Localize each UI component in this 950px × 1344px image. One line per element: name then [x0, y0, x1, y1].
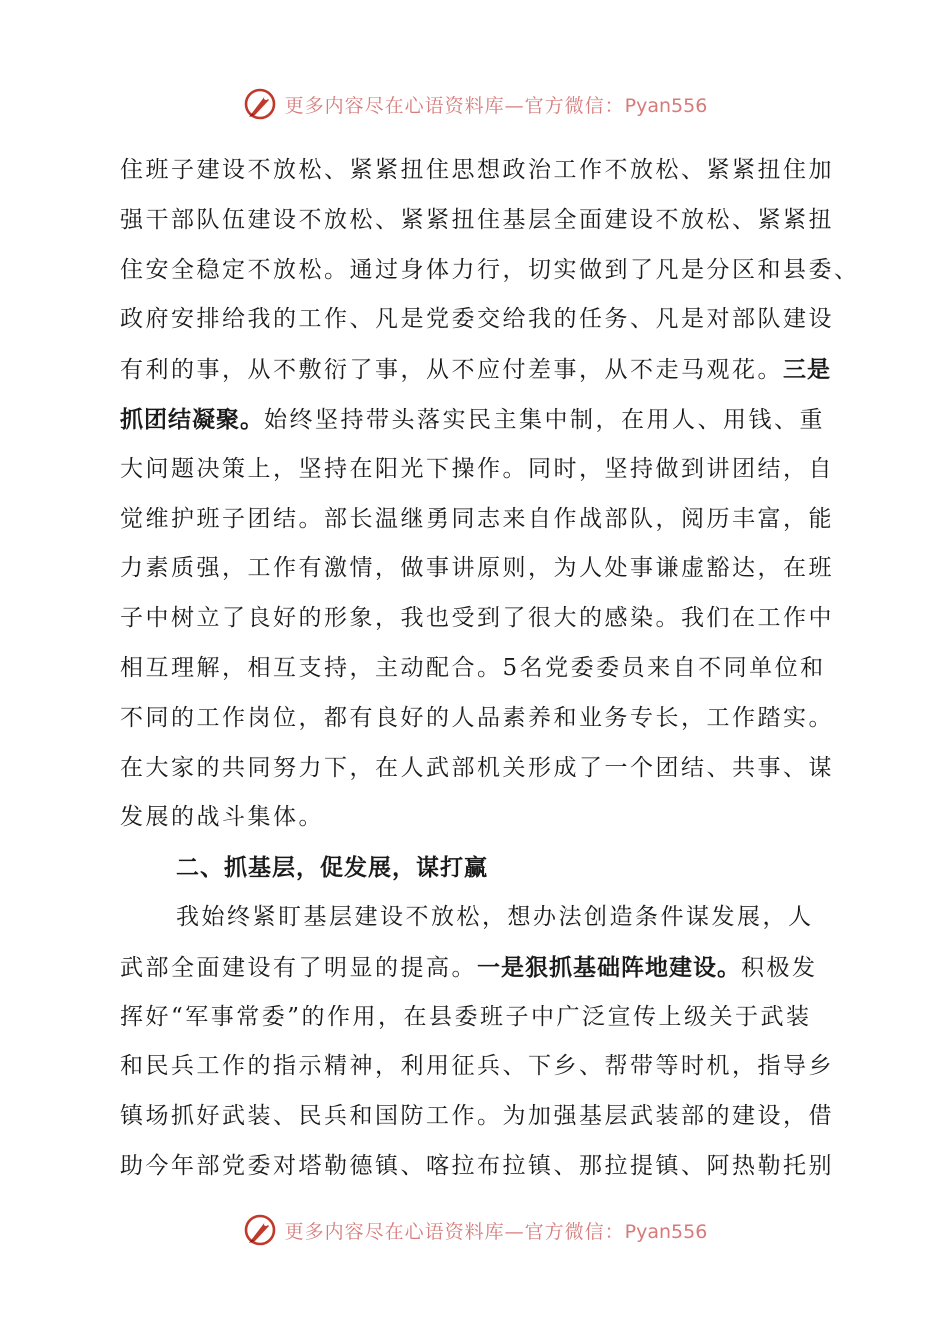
text-line — [120, 246, 860, 296]
text-segment: 二、抓基层，促发展，谋打赢 — [176, 854, 488, 882]
text-line — [120, 793, 834, 843]
text-segment: 不同的工作岗位，都有良好的人品素养和业务专长，工作踏实。 — [120, 704, 834, 731]
text-segment: 相互理解，相互支持，主动配合。5名党委委员来自不同单位和 — [120, 654, 826, 681]
text-line — [120, 495, 834, 545]
text-segment: 挥好“军事常委”的作用，在县委班子中广泛宣传上级关于武装 — [120, 1003, 812, 1030]
text-segment: 我始终紧盯基层建设不放松，想办法创造条件谋发展，人 — [176, 903, 814, 930]
text-line — [120, 1142, 834, 1192]
text-line — [120, 196, 834, 246]
text-line — [120, 1092, 834, 1142]
text-line — [120, 694, 834, 744]
text-segment: 武部全面建设有了明显的提高。 — [120, 954, 477, 981]
text-segment: 住安全稳定不放松。通过身体力行，切实做到了凡是分区和县委、 — [120, 256, 860, 283]
text-segment: 始终坚持带头落实民主集中制，在用人、用钱、重 — [264, 406, 825, 433]
wechat-id: Pyan556 — [624, 1220, 708, 1243]
text-segment: 力素质强，工作有激情，做事讲原则，为人处事谦虚豁达，在班 — [120, 555, 834, 582]
watermark-label: 更多内容尽在心语资料库—官方微信： — [284, 94, 625, 117]
text-line — [120, 544, 834, 594]
text-line — [120, 395, 834, 445]
bold-phrase: 一是狠抓基础阵地建设。 — [477, 953, 741, 981]
watermark-label: 更多内容尽在心语资料库—官方微信： — [284, 1220, 625, 1243]
text-line — [120, 295, 834, 345]
text-line — [120, 1042, 834, 1092]
text-segment: 觉维护班子团结。部长温继勇同志来自作战部队，阅历丰富，能 — [120, 505, 834, 532]
text-line — [120, 893, 834, 943]
text-line — [120, 146, 834, 196]
bold-phrase: 三是 — [783, 356, 831, 384]
text-segment: 镇场抓好武装、民兵和国防工作。为加强基层武装部的建设，借 — [120, 1103, 834, 1130]
footer-watermark-banner — [0, 1210, 950, 1250]
text-segment: 积极发 — [741, 954, 818, 981]
text-line — [120, 644, 834, 694]
text-segment: 有利的事，从不敷衍了事，从不应付差事，从不走马观花。 — [120, 357, 783, 384]
text-line — [120, 445, 834, 495]
bold-phrase: 抓团结凝聚。 — [120, 405, 264, 433]
watermark-text — [285, 1217, 708, 1244]
pen-nib-logo-icon — [243, 1213, 277, 1247]
header-watermark-banner — [0, 84, 950, 124]
wechat-id: Pyan556 — [624, 94, 708, 117]
text-segment: 大问题决策上，坚持在阳光下操作。同时，坚持做到讲团结，自 — [120, 455, 834, 482]
watermark-text — [285, 91, 708, 118]
text-line — [120, 594, 834, 644]
text-segment: 发展的战斗集体。 — [120, 804, 324, 831]
text-segment: 住班子建设不放松、紧紧扭住思想政治工作不放松、紧紧扭住加 — [120, 157, 834, 183]
document-body — [120, 146, 860, 1192]
text-line — [120, 993, 834, 1043]
pen-nib-logo-icon — [243, 87, 277, 121]
text-segment: 和民兵工作的指示精神，利用征兵、下乡、帮带等时机，指导乡 — [120, 1053, 834, 1080]
text-segment: 在大家的共同努力下，在人武部机关形成了一个团结、共事、谋 — [120, 754, 834, 781]
text-segment: 助今年部党委对塔勒德镇、喀拉布拉镇、那拉提镇、阿热勒托别 — [120, 1152, 834, 1179]
section-heading — [120, 843, 834, 893]
text-line — [120, 744, 834, 794]
text-segment: 子中树立了良好的形象，我也受到了很大的感染。我们在工作中 — [120, 605, 834, 632]
text-segment: 强干部队伍建设不放松、紧紧扭住基层全面建设不放松、紧紧扭 — [120, 206, 834, 233]
text-line — [120, 943, 834, 993]
text-segment: 政府安排给我的工作、凡是党委交给我的任务、凡是对部队建设 — [120, 306, 834, 333]
text-line — [120, 345, 834, 395]
